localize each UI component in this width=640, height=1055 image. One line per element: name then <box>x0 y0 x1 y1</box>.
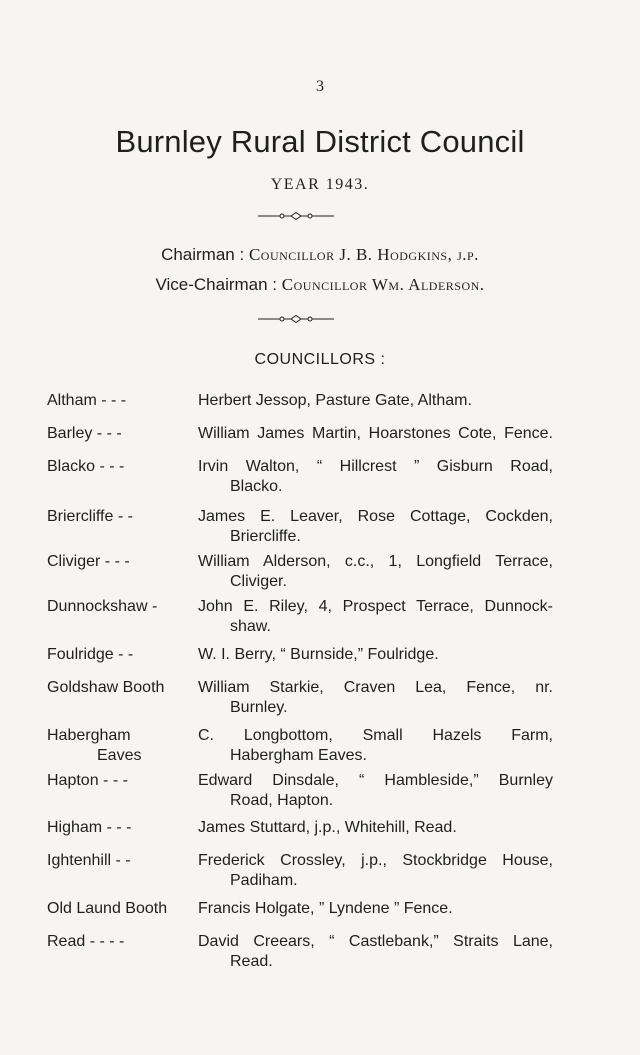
councillor-entry: James Stuttard, j.p., Whitehill, Read. <box>198 819 457 836</box>
parish-name: Altham - - - <box>47 392 127 409</box>
vice-chairman-line <box>0 275 640 295</box>
parish-name: Ightenhill - - <box>47 852 131 869</box>
councillor-entry: John E. Riley, 4, Prospect Terrace, Dunnock- shaw. <box>198 598 553 635</box>
councillor-entry: Edward Dinsdale, “ Hambleside,” Burnley Road, Hapton. <box>198 772 553 809</box>
parish-name: Goldshaw Booth <box>47 679 165 696</box>
parish-name: Foulridge - - <box>47 646 134 663</box>
councillor-entry: Frederick Crossley, j.p., Stockbridge House, Padiham. <box>198 852 553 889</box>
councillor-entry: William Alderson, c.c., 1, Longfield Terrace, Cliviger. <box>198 553 553 590</box>
page-number: 3 <box>316 78 324 95</box>
councillor-entry: David Creears, “ Castlebank,” Straits Lane, Read. <box>198 933 553 970</box>
ornament-divider-icon <box>258 314 334 324</box>
chairman-label: Chairman : <box>161 245 245 264</box>
parish-name: Blacko - - - <box>47 458 125 475</box>
parish-name: Barley - - - <box>47 425 122 442</box>
councillor-entry: Francis Holgate, ” Lyndene ” Fence. <box>198 900 453 917</box>
parish-name: Old Laund Booth <box>47 900 168 917</box>
vice-chairman-label: Vice-Chairman : <box>155 275 278 294</box>
councillor-entry: Irvin Walton, “ Hillcrest ” Gisburn Road, Blacko. <box>198 458 553 495</box>
parish-name: Dunnockshaw - <box>47 598 158 615</box>
parish-name: Higham - - - <box>47 819 132 836</box>
ornament-divider-icon <box>258 211 334 221</box>
councillors-heading: COUNCILLORS : <box>254 351 386 368</box>
chairman-name: Councillor J. B. Hodgkins, j.p. <box>248 245 479 264</box>
vice-chairman-name: Councillor Wm. Alderson. <box>281 275 485 294</box>
councillor-entry: James E. Leaver, Rose Cottage, Cockden, Briercliffe. <box>198 508 553 545</box>
parish-name: Read - - - - <box>47 933 125 950</box>
parish-name: Cliviger - - - <box>47 553 130 570</box>
councillor-entry: Herbert Jessop, Pasture Gate, Altham. <box>198 392 472 409</box>
year-heading: YEAR 1943. <box>270 176 370 193</box>
councillor-entry: W. I. Berry, “ Burnside,” Foulridge. <box>198 646 439 663</box>
page-title: Burnley Rural District Council <box>115 124 525 159</box>
councillor-entry: William James Martin, Hoarstones Cote, Fence. <box>198 425 553 442</box>
councillor-entry: C. Longbottom, Small Hazels Farm, Habergham Eaves. <box>198 727 553 764</box>
councillor-entry: William Starkie, Craven Lea, Fence, nr. Burnley. <box>198 679 553 716</box>
parish-name: Habergham Eaves <box>47 727 142 764</box>
parish-name: Briercliffe - - <box>47 508 133 525</box>
parish-name: Hapton - - - <box>47 772 128 789</box>
chairman-line <box>0 245 640 265</box>
